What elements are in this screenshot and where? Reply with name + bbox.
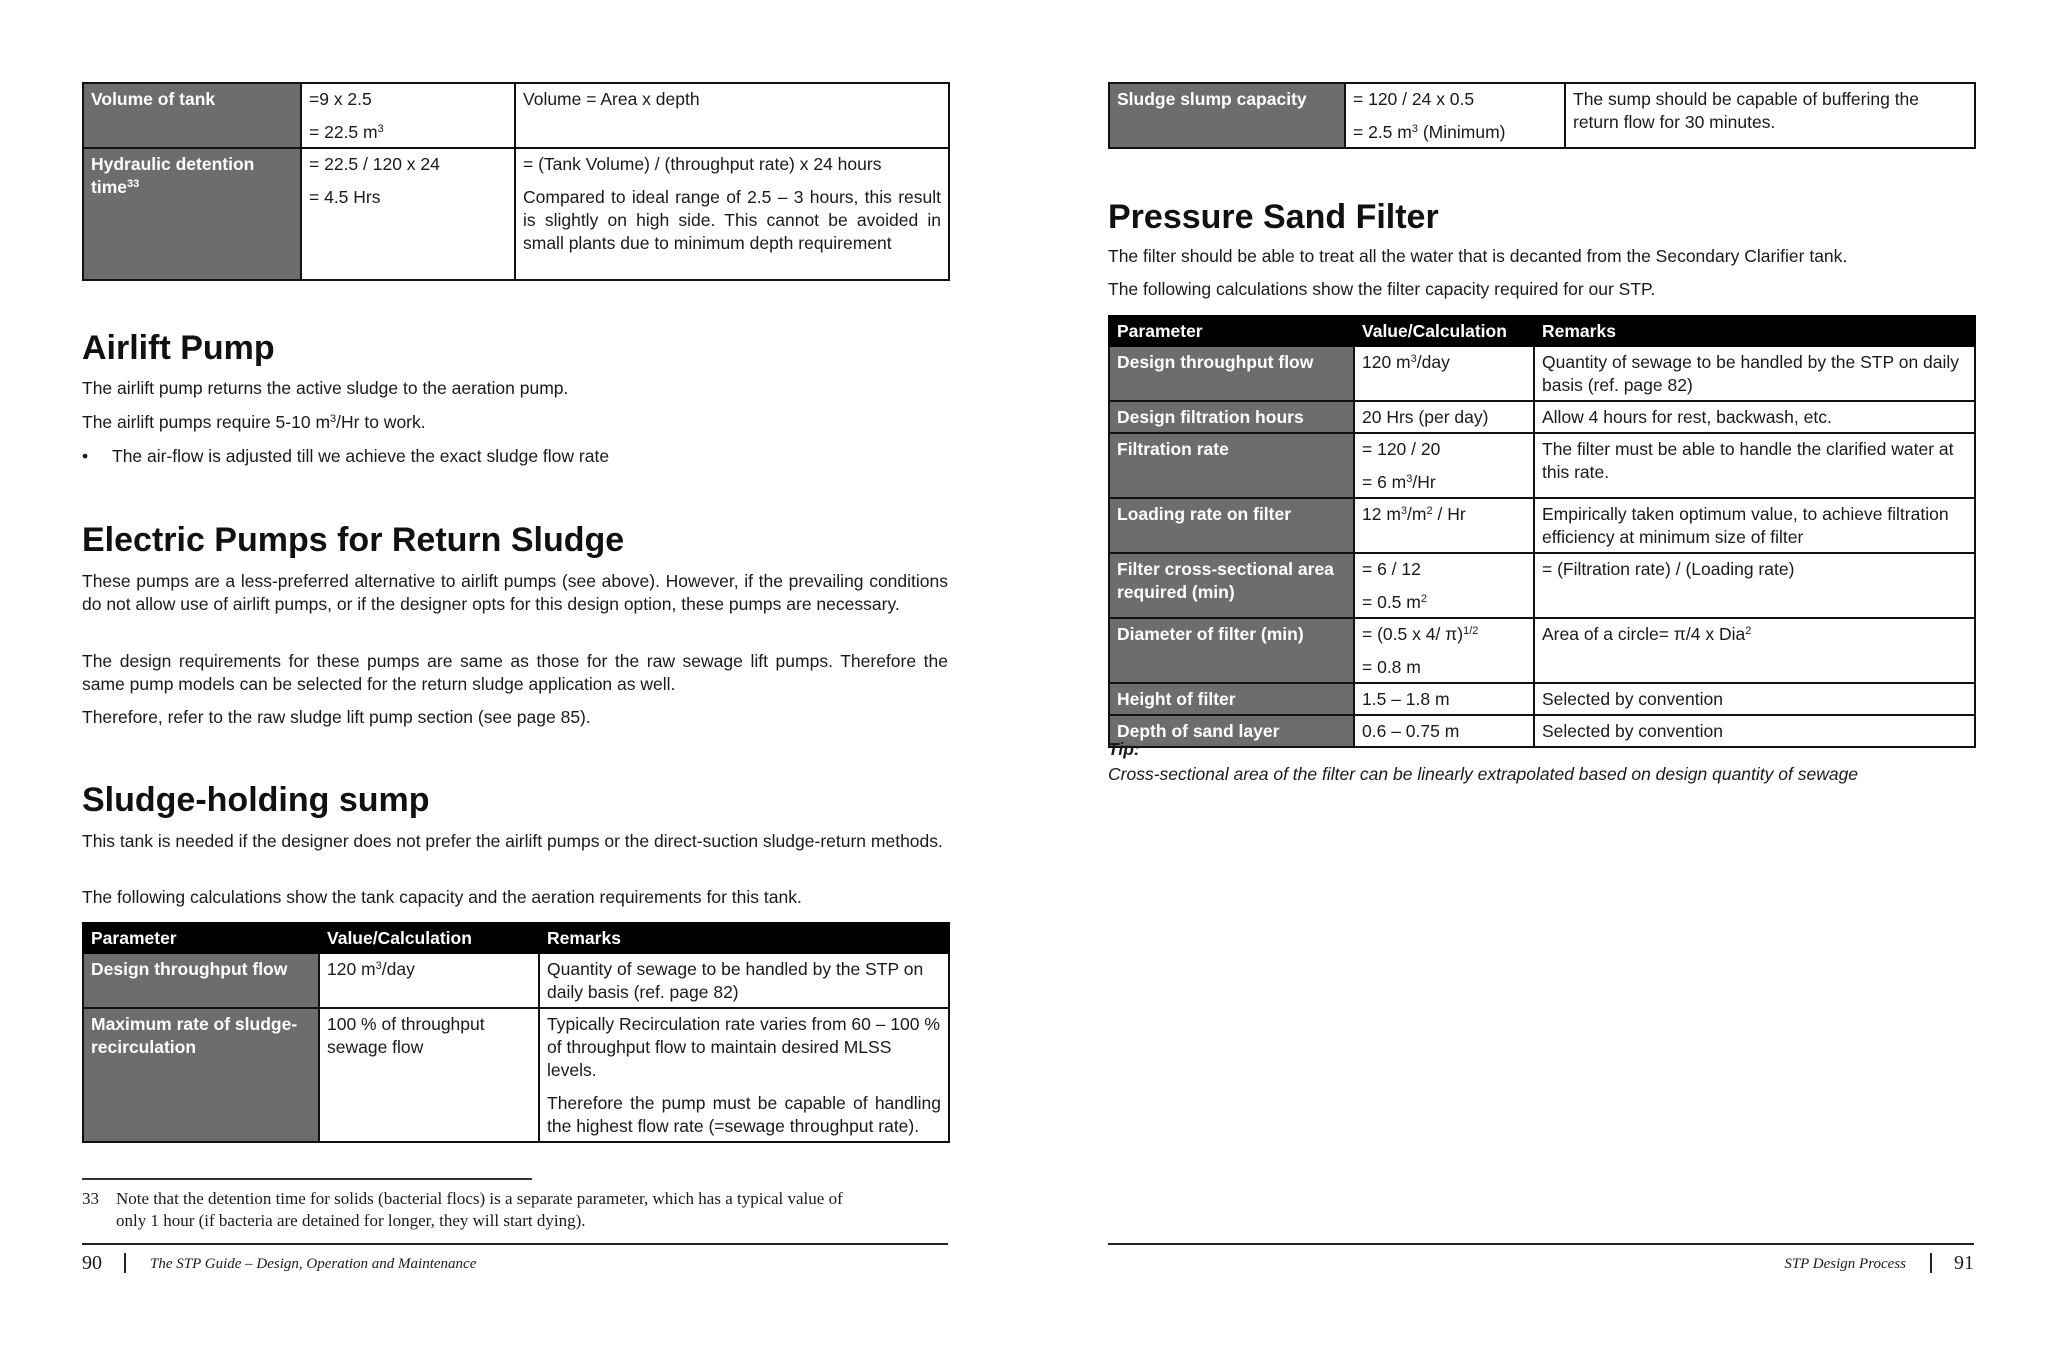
- airlift-paragraph: The airlift pump returns the active sludge to the aeration pump.: [82, 378, 569, 398]
- page-number: 90: [82, 1252, 102, 1274]
- remarks-cell: Quantity of sewage to be handled by the STP on daily basis (ref. page 82): [539, 953, 949, 1008]
- value-cell: = 22.5 / 120 x 24 = 4.5 Hrs: [301, 148, 515, 280]
- sludge-sump-heading: Sludge-holding sump: [82, 781, 430, 819]
- table-header-row: [83, 923, 949, 953]
- airlift-paragraph: The airlift pumps require 5-10 $m^3/Hr$ to work.: [82, 412, 426, 432]
- left-page: [82, 0, 948, 1348]
- tank-volume-table: [82, 82, 950, 281]
- remarks-cell: Selected by convention: [1534, 715, 1975, 747]
- folio-divider: [1930, 1253, 1932, 1273]
- electric-paragraph: These pumps are a less-preferred alternative to airlift pumps (see above). However, if the prevailing conditions do not allow use of airlift pumps, or if the designer opts for this design option, these pumps are necessary.: [82, 571, 948, 614]
- sump-paragraph: This tank is needed if the designer does not prefer the airlift pumps or the direct-suction sludge-return methods.: [82, 831, 943, 851]
- table-row: [1109, 715, 1975, 747]
- remarks-cell: = (Filtration rate) / (Loading rate): [1534, 553, 1975, 618]
- page-footer-rule: [1108, 1243, 1974, 1245]
- table-row: [1109, 401, 1975, 433]
- table-header-row: [1109, 316, 1975, 346]
- running-header: STP Design Process: [1784, 1256, 1906, 1272]
- page-number: 91: [1954, 1252, 1974, 1274]
- value-cell: 120 $m^3$/day: [319, 953, 539, 1008]
- electric-paragraph: The design requirements for these pumps are same as those for the raw sewage lift pumps. Therefore the same pump models can be selected for the return sludge application as well.: [82, 651, 948, 694]
- column-header: Value/Calculation: [319, 923, 539, 953]
- column-header: Remarks: [1534, 316, 1975, 346]
- param-cell: Diameter of filter (min): [1109, 618, 1354, 683]
- pressure-sand-filter-heading: Pressure Sand Filter: [1108, 198, 1439, 236]
- param-cell: Filter cross-sectional area required (min): [1109, 553, 1354, 618]
- param-cell: Hydraulic detention time$^{33}$: [83, 148, 301, 280]
- table-row: [1109, 346, 1975, 401]
- electric-paragraph: Therefore, refer to the raw sludge lift pump section (see page 85).: [82, 707, 591, 727]
- remarks-cell: The filter must be able to handle the clarified water at this rate.: [1534, 433, 1975, 498]
- page-footer-rule: [82, 1243, 948, 1245]
- column-header: Parameter: [83, 923, 319, 953]
- sump-paragraph: The following calculations show the tank capacity and the aeration requirements for this tank.: [82, 887, 802, 907]
- sludge-sump-table: [82, 922, 950, 1143]
- remarks-cell: Quantity of sewage to be handled by the STP on daily basis (ref. page 82): [1534, 346, 1975, 401]
- remarks-cell: Empirically taken optimum value, to achieve filtration efficiency at minimum size of filter: [1534, 498, 1975, 553]
- param-cell: Design filtration hours: [1109, 401, 1354, 433]
- remarks-cell: Volume = Area x depth: [515, 83, 949, 148]
- table-row: [1109, 683, 1975, 715]
- remarks-cell: The sump should be capable of buffering the return flow for 30 minutes.: [1565, 83, 1975, 148]
- table-row: [1109, 498, 1975, 553]
- value-cell: 12 $m^3/m^2$ / Hr: [1354, 498, 1534, 553]
- table-row: [1109, 83, 1975, 148]
- value-cell: 1.5 – 1.8 m: [1354, 683, 1534, 715]
- table-row: [83, 83, 949, 148]
- column-header: Remarks: [539, 923, 949, 953]
- value-cell: 20 Hrs (per day): [1354, 401, 1534, 433]
- param-cell: Filtration rate: [1109, 433, 1354, 498]
- sludge-slump-table: [1108, 82, 1976, 149]
- param-cell: Design throughput flow: [1109, 346, 1354, 401]
- value-cell: = (0.5 x 4/ π)$^{1/2}$ = 0.8 m: [1354, 618, 1534, 683]
- value-cell: 120 $m^3$/day: [1354, 346, 1534, 401]
- folio-divider: [124, 1253, 126, 1273]
- remarks-cell: Allow 4 hours for rest, backwash, etc.: [1534, 401, 1975, 433]
- param-cell: Loading rate on filter: [1109, 498, 1354, 553]
- tip-text: Cross-sectional area of the filter can be linearly extrapolated based on design quantity of sewage: [1108, 764, 1859, 784]
- column-header: Value/Calculation: [1354, 316, 1534, 346]
- param-cell: Maximum rate of sludge-recirculation: [83, 1008, 319, 1142]
- column-header: Parameter: [1109, 316, 1354, 346]
- airlift-heading: Airlift Pump: [82, 329, 275, 367]
- electric-pumps-heading: Electric Pumps for Return Sludge: [82, 521, 625, 559]
- param-cell: Volume of tank: [83, 83, 301, 148]
- remarks-cell: = (Tank Volume) / (throughput rate) x 24 hours Compared to ideal range of 2.5 – 3 hours, this result is slightly on high side. This cannot be avoided in small plants due to minimum depth requirement: [515, 148, 949, 280]
- value-cell: = 6 / 12 = 0.5 $m^2$: [1354, 553, 1534, 618]
- footnote-rule: [82, 1178, 532, 1180]
- bullet-icon: •: [82, 446, 89, 466]
- psf-paragraph: The filter should be able to treat all the water that is decanted from the Secondary Clarifier tank.: [1108, 246, 1848, 266]
- param-cell: Sludge slump capacity: [1109, 83, 1345, 148]
- remarks-cell: Selected by convention: [1534, 683, 1975, 715]
- value-cell: 100 % of throughput sewage flow: [319, 1008, 539, 1142]
- table-row: [83, 148, 949, 280]
- right-page: [1108, 0, 1974, 1348]
- param-cell: Design throughput flow: [83, 953, 319, 1008]
- running-header: The STP Guide – Design, Operation and Maintenance: [150, 1256, 477, 1272]
- pressure-sand-filter-table: [1108, 315, 1976, 748]
- value-cell: =9 x 2.5 = 22.5 $m^3$: [301, 83, 515, 148]
- tip-label: Tip:: [1108, 739, 1140, 759]
- bullet-item: • The air-flow is adjusted till we achieve the exact sludge flow rate: [82, 446, 610, 466]
- table-row: [1109, 433, 1975, 498]
- psf-paragraph: The following calculations show the filter capacity required for our STP.: [1108, 279, 1656, 299]
- table-row: [1109, 618, 1975, 683]
- remarks-cell: Typically Recirculation rate varies from 60 – 100 % of throughput flow to maintain desired MLSS levels. Therefore the pump must be capable of handling the highest flow rate (=sewage throughput rate).: [539, 1008, 949, 1142]
- table-row: [83, 1008, 949, 1142]
- param-cell: Height of filter: [1109, 683, 1354, 715]
- table-row: [83, 953, 949, 1008]
- table-row: [1109, 553, 1975, 618]
- value-cell: = 120 / 24 x 0.5 = 2.5 $m^3$ (Minimum): [1345, 83, 1565, 148]
- value-cell: = 120 / 20 = 6 $m^3/Hr$: [1354, 433, 1534, 498]
- remarks-cell: Area of a circle= π/4 x Dia$^2$: [1534, 618, 1975, 683]
- footnote: 33 Note that the detention time for solids (bacterial flocs) is a separate parameter, which has a typical value of only 1 hour (if bacteria are detained for longer, they will start dying).: [82, 1189, 843, 1230]
- param-cell: Depth of sand layer: [1109, 715, 1354, 747]
- value-cell: 0.6 – 0.75 m: [1354, 715, 1534, 747]
